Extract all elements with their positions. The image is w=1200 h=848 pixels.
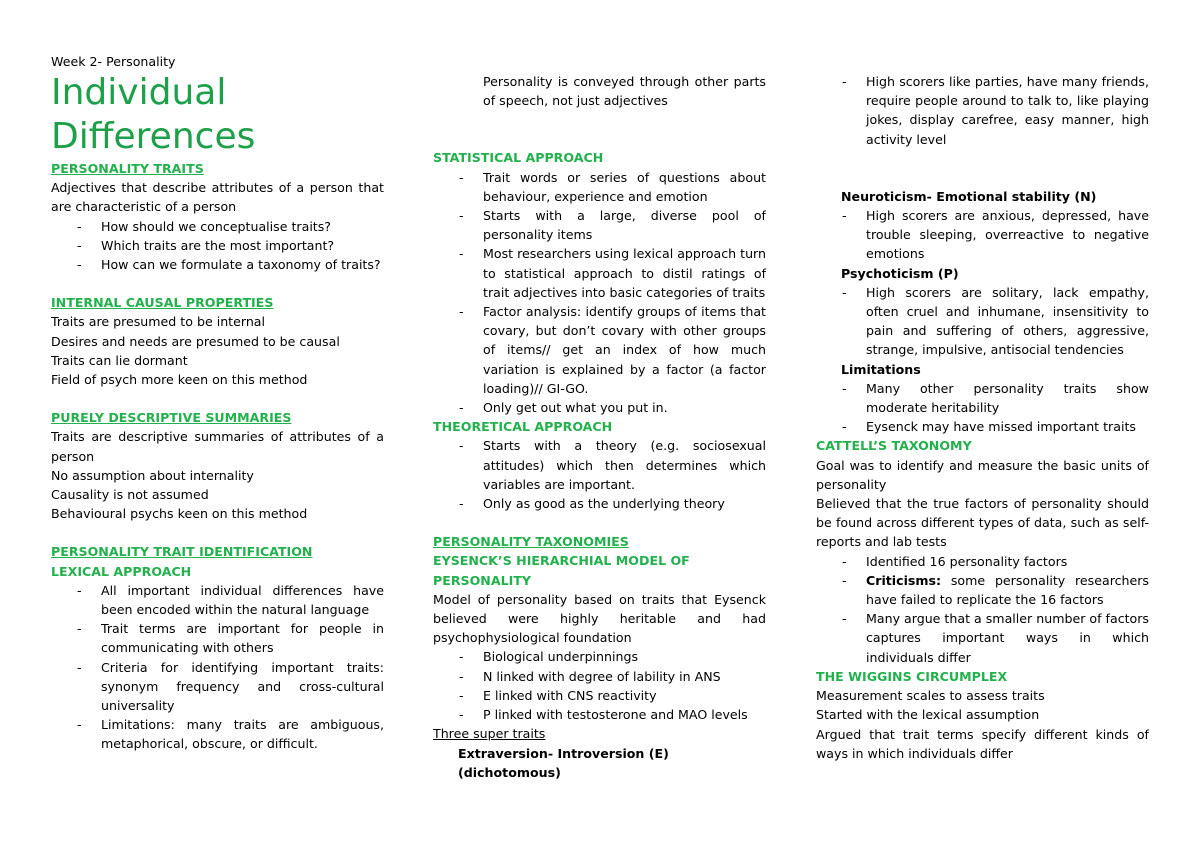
heading-eysenck: EYSENCK’S HIERARCHIAL MODEL OF PERSONALITY xyxy=(433,553,690,588)
list-item: - Most researchers using lexical approach turn to statistical approach to distil ratings of trait adjectives into basic categories of traits xyxy=(459,246,766,300)
list-item: - Criteria for identifying important traits: synonym frequency and cross-cultural universality xyxy=(77,659,384,714)
list-item: - N linked with degree of lability in ANS xyxy=(459,668,721,684)
heading-internal-causal: INTERNAL CAUSAL PROPERTIES xyxy=(51,295,274,311)
text-line: Traits can lie dormant xyxy=(51,352,188,368)
list-item: - All important individual differences have been encoded within the natural language xyxy=(77,582,384,618)
list-item: - Only as good as the underlying theory xyxy=(459,496,725,512)
heading-personality-traits: PERSONALITY TRAITS xyxy=(51,161,204,176)
text-line: Causality is not assumed xyxy=(51,487,209,503)
text-line: Behavioural psychs keen on this method xyxy=(51,506,308,522)
heading-theoretical: THEORETICAL APPROACH xyxy=(433,419,613,435)
list-item: - Starts with a theory (e.g. sociosexual attitudes) which then determines which variables are important. xyxy=(459,438,766,492)
text-line: Goal was to identify and measure the basic units of personality xyxy=(816,457,1149,492)
list-item: - How can we formulate a taxonomy of traits? xyxy=(77,257,381,273)
super-traits-label: Three super traits xyxy=(433,726,546,742)
list-item: - Biological underpinnings xyxy=(459,649,639,665)
text-continuation: Personality is conveyed through other parts of speech, not just adjectives xyxy=(483,74,766,109)
text-line: Desires and needs are presumed to be causal xyxy=(51,333,340,349)
heading-descriptive: PURELY DESCRIPTIVE SUMMARIES xyxy=(51,410,292,426)
list-item: - P linked with testosterone and MAO levels xyxy=(459,707,748,723)
text-line: Argued that trait terms specify different kinds of ways in which individuals differ xyxy=(816,726,1149,761)
page-title-line1: Individual xyxy=(51,72,227,113)
list-item: - Limitations: many traits are ambiguous, metaphorical, obscure, or difficult. xyxy=(77,717,384,752)
list-item: - Trait words or series of questions about behaviour, experience and emotion xyxy=(459,169,766,204)
list-item: - High scorers are solitary, lack empathy, often cruel and inhumane, insensitivity to pain and suffering of others, aggressive, strange, impulsive, antisocial tendencies xyxy=(842,284,1149,358)
text-line: Believed that the true factors of personality should be found across different types of data, such as self-reports and lab tests xyxy=(816,496,1149,550)
heading-lexical: LEXICAL APPROACH xyxy=(51,563,192,579)
text-line: Measurement scales to assess traits xyxy=(816,688,1045,704)
extraversion-heading: Extraversion- Introversion (E) (dichotomous) xyxy=(458,745,669,780)
text-line: Field of psych more keen on this method xyxy=(51,372,308,388)
heading-trait-identification: PERSONALITY TRAIT IDENTIFICATION xyxy=(51,544,313,560)
heading-statistical: STATISTICAL APPROACH xyxy=(433,150,604,166)
page-title-line2: Differences xyxy=(51,116,256,157)
list-item: - High scorers like parties, have many friends, require people around to talk to, like playing jokes, display carefree, easy manner, high activity level xyxy=(842,74,1149,147)
list-item: - Only get out what you put in. xyxy=(459,400,668,416)
limitations-heading: Limitations xyxy=(841,361,921,377)
column-1 xyxy=(51,52,384,754)
list-item: - Criticisms: some personality researchers have failed to replicate the 16 factors xyxy=(842,572,1149,608)
heading-taxonomies: PERSONALITY TAXONOMIES xyxy=(433,534,629,550)
list-item: - Many other personality traits show moderate heritability xyxy=(842,380,1149,416)
list-item: - Many argue that a smaller number of factors captures important ways in which individuals differ xyxy=(842,611,1149,665)
column-3 xyxy=(816,72,1149,763)
list-item: - Which traits are the most important? xyxy=(77,237,335,253)
text-line: No assumption about internality xyxy=(51,467,254,483)
column-2 xyxy=(433,72,766,782)
eysenck-intro: Model of personality based on traits that Eysenck believed were highly heritable and had psychophysiological foundation xyxy=(433,591,766,646)
psychoticism-heading: Psychoticism (P) xyxy=(841,265,959,281)
text-line: Traits are descriptive summaries of attributes of a person xyxy=(51,429,384,464)
heading-wiggins: THE WIGGINS CIRCUMPLEX xyxy=(816,668,1008,684)
list-item: - Identified 16 personality factors xyxy=(842,553,1068,569)
list-item: - High scorers are anxious, depressed, have trouble sleeping, overreactive to negative emotions xyxy=(842,208,1149,262)
week-label: Week 2- Personality xyxy=(51,54,176,69)
list-item: - Eysenck may have missed important traits xyxy=(842,419,1136,435)
heading-cattell: CATTELL’S TAXONOMY xyxy=(816,438,972,454)
list-item: - How should we conceptualise traits? xyxy=(77,218,331,234)
list-item: - E linked with CNS reactivity xyxy=(459,687,657,703)
list-item: - Trait terms are important for people in communicating with others xyxy=(77,621,384,656)
list-item: - Factor analysis: identify groups of items that covary, but don’t covary with other groups of items// get an index of how much variation is explained by a factor (a factor loading)// GI-GO. xyxy=(459,304,766,396)
text-line: Traits are presumed to be internal xyxy=(51,314,266,330)
traits-intro: Adjectives that describe attributes of a person that are characteristic of a person xyxy=(51,180,384,215)
text-line: Started with the lexical assumption xyxy=(816,707,1040,723)
list-item: - Starts with a large, diverse pool of personality items xyxy=(459,208,766,243)
neuroticism-heading: Neuroticism- Emotional stability (N) xyxy=(841,188,1097,204)
